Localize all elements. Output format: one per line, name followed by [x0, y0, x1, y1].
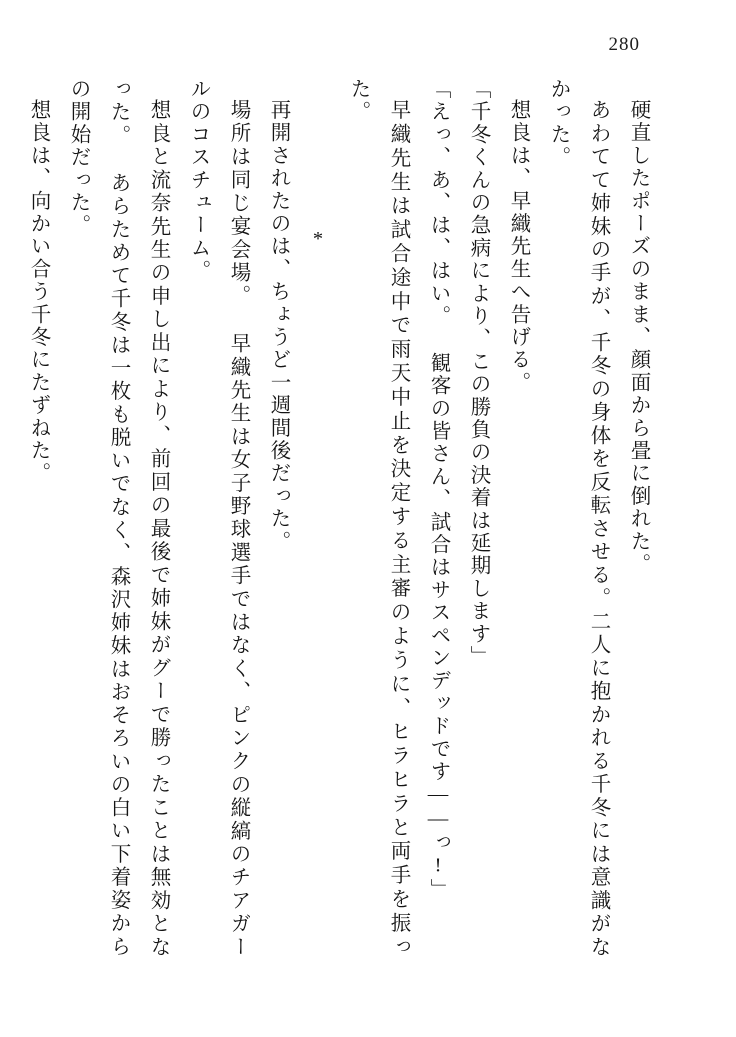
- paragraph: あわてて姉妹の手が、千冬の身体を反転させる。二人に抱かれる千冬には意識がなかった。: [547, 78, 609, 958]
- paragraph: 硬直したポーズのまま、顔面から畳に倒れた。: [627, 98, 649, 576]
- page-number: 280: [608, 34, 640, 55]
- paragraph: 早織先生は試合途中で雨天中止を決定する主審のように、ヒラヒラと両手を振った。: [347, 78, 409, 958]
- section-separator: [298, 78, 338, 958]
- paragraph: 再開されたのは、ちょうど一週間後だった。: [267, 98, 289, 553]
- separator-mark: *: [307, 228, 329, 253]
- paragraph: 想良は、早織先生へ告げる。: [507, 98, 529, 394]
- paragraph: 「千冬くんの急病により、この勝負の決着は延期します」: [467, 78, 489, 669]
- paragraph: 場所は同じ宴会場。 早織先生は女子野球選手ではなく、ピンクの縦縞のチアガールのコスチューム。: [187, 78, 249, 958]
- paragraph: 「えっ、あ、は、はい。 観客の皆さん、試合はサスペンデッドです——っ!」: [427, 78, 449, 902]
- paragraph: 想良は、向かい合う千冬にたずねた。: [27, 98, 49, 485]
- body-text: [27, 78, 658, 958]
- paragraph: 想良と流奈先生の申し出により、前回の最後で姉妹がグーで勝ったことは無効となった。 あらためて千冬は一枚も脱いでなく、森沢姉妹はおそろいの白い下着姿からの開始だった。: [67, 78, 169, 958]
